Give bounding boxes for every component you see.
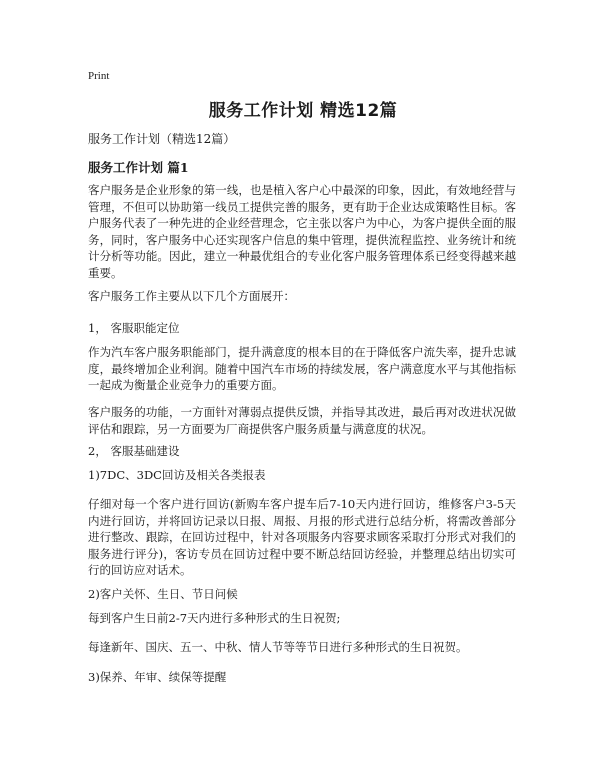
document-subtitle: 服务工作计划（精选12篇） bbox=[88, 132, 236, 146]
paragraph-role: 作为汽车客户服务职能部门，提升满意度的根本目的在于降低客户流失率，提升忠诚度，最终增加企业利润。随着中国汽车市场的持续发展，客户满意度水平与其他指标一起成为衡量企业竞争力的重要方面。 bbox=[88, 345, 516, 392]
sub-heading-3: 3)保养、年审、续保等提醒 bbox=[88, 670, 227, 684]
paragraph-birthday: 每到客户生日前2-7天内进行多种形式的生日祝贺; bbox=[88, 611, 341, 625]
paragraph-function: 客户服务的功能，一方面针对薄弱点提供反馈，并指导其改进，最后再对改进状况做评估和跟踪，另一方面要为厂商提供客户服务质量与满意度的状况。 bbox=[88, 405, 516, 436]
sub-heading-2: 2)客户关怀、生日、节日问候 bbox=[88, 587, 238, 601]
section-heading: 服务工作计划 篇1 bbox=[88, 160, 189, 175]
paragraph-holidays: 每逢新年、国庆、五一、中秋、情人节等等节日进行多种形式的生日祝贺。 bbox=[88, 640, 468, 654]
sub-heading-1: 1)7DC、3DC回访及相关各类报表 bbox=[88, 468, 266, 482]
list-heading-1: 1， 客服职能定位 bbox=[88, 321, 180, 335]
list-heading-2: 2， 客服基础建设 bbox=[88, 444, 180, 458]
paragraph-overview: 客户服务工作主要从以下几个方面展开： bbox=[88, 289, 295, 303]
paragraph-intro: 客户服务是企业形象的第一线，也是植入客户心中最深的印象，因此，有效地经营与管理，不但可以协助第一线员工提供完善的服务，更有助于企业达成策略性目标。客户服务代表了一种先进的企业经营理念，它主张以客户为中心，为客户提供全面的服务，同时，客户服务中心还实现客户信息的集中管理，提供流程监控、业务统计和统计分析等功能。因此，建立一种最优组合的专业化客户服务管理体系已经变得越来越重要。 bbox=[88, 183, 516, 280]
print-link[interactable]: Print bbox=[88, 70, 110, 82]
paragraph-followup: 仔细对每一个客户进行回访(新购车客户提车后7-10天内进行回访，维修客户3-5天内进行回访，并将回访记录以日报、周报、月报的形式进行总结分析，将需改善部分进行整改、跟踪，在回访过程中，针对各项服务内容要求顾客采取打分形式对我们的服务进行评分)，客访专员在回访过程中要不断总结回访经验，并整理总结出切实可行的回访应对话术。 bbox=[88, 497, 516, 577]
page-title: 服务工作计划 精选12篇 bbox=[208, 101, 398, 121]
